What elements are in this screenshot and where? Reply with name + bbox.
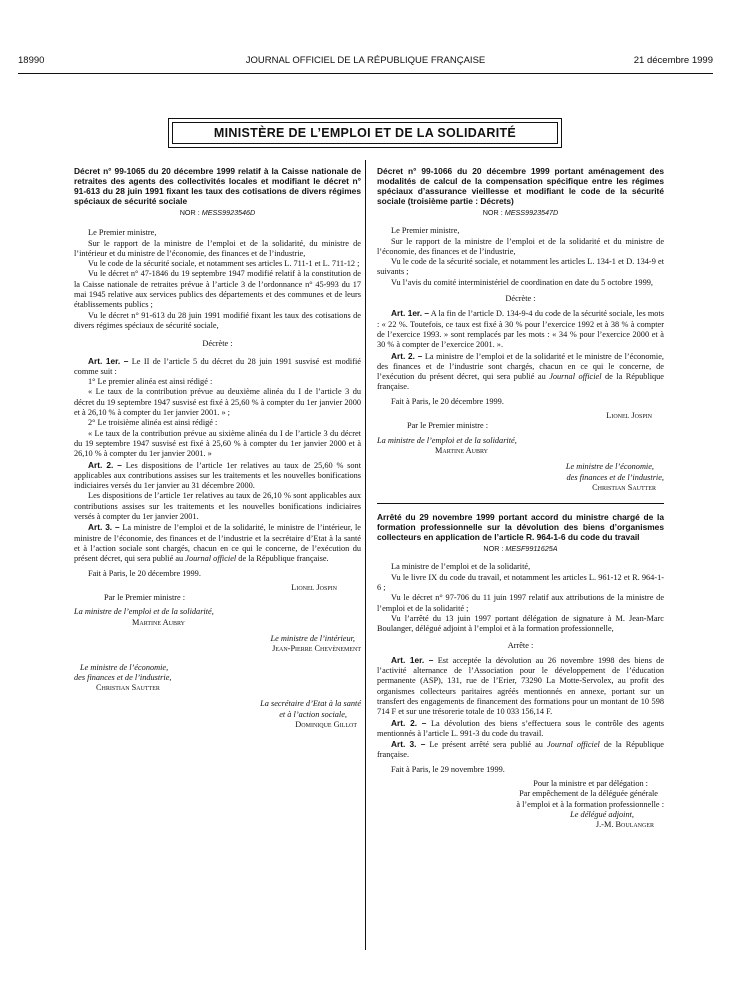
signature-role: Le ministre de l’intérieur, [270, 633, 355, 643]
journal-title: JOURNAL OFFICIEL DE LA RÉPUBLIQUE FRANÇAISE [245, 55, 486, 66]
signature-name: Martine Aubry [435, 445, 488, 455]
signature-name: Lionel Jospin [606, 411, 652, 421]
signature-role: La secrétaire d’Etat à la santé [260, 699, 361, 709]
quote: « Le taux de la contribution prévue au sixième alinéa du I de l’article 3 du décret du 19 septembre 1947 susvisé est fixé à 25,60 % à compter du 1er janvier 2000 et à 26,10 % à compter du 1er janvier 2001. » [74, 428, 361, 459]
paragraph: Sur le rapport de la ministre de l’emploi et de la solidarité, du ministre de l’intérieur et du ministre de l’économie, des finances et de l’industrie, [74, 238, 361, 258]
paragraph: Vu le code de la sécurité sociale, et notamment ses articles L. 711-1 et L. 711-12 ; [88, 259, 360, 269]
paragraph: La ministre de l’emploi et de la solidarité, [391, 562, 531, 572]
signature-role: et à l’action sociale, [279, 709, 347, 719]
paragraph: 1° Le premier alinéa est ainsi rédigé : [88, 377, 213, 387]
article: Art. 1er. – A la fin de l’article D. 134-9-4 du code de la sécurité sociale, les mots : « 22 %. Toutefois, ce taux est fixé à 30 % pour l’exercice 1992 et à 38 % à compter de l’exercice 1993. » sont remplacés par les mots : « 34 % pour l’exercice 2000 et à 30 % à compter de l’exercice 2001. ». [377, 308, 664, 350]
page-number: 18990 [18, 55, 45, 66]
signature-role: des finances et de l’industrie, [566, 472, 664, 482]
signature-intro: Par le Premier ministre : [104, 593, 186, 603]
issue-date: 21 décembre 1999 [633, 55, 713, 66]
paragraph: 2° Le troisième alinéa est ainsi rédigé : [88, 418, 218, 428]
decree-title: Décret n° 99-1066 du 20 décembre 1999 portant aménagement des modalités de calcul de la compensation spécifique entre les régimes spéciaux d’assurance vieillesse et modifiant le code de la sécurité sociale (troisième partie : Décrets) [377, 166, 664, 206]
signing-date: Fait à Paris, le 20 décembre 1999. [88, 568, 201, 578]
signing-date: Fait à Paris, le 20 décembre 1999. [391, 396, 504, 406]
article: Art. 2. – La dévolution des biens s’effectuera sous le contrôle des agents mentionnés à l’article L. 991-3 du code du travail. [377, 717, 664, 738]
decrete-heading: Décrète : [505, 294, 536, 304]
signature-line: Pour la ministre et par délégation : [533, 779, 648, 789]
paragraph: Vu le décret n° 97-706 du 11 juin 1997 relatif aux attributions de la ministre de l’emploi et de la solidarité ; [377, 593, 664, 613]
quote: « Le taux de la contribution prévue au deuxième alinéa du I de l’article 3 du décret du 19 septembre 1947 susvisé est fixé à 25,60 % à compter du 1er janvier 2000 et à 26,10 % à compter du 1er janvier 2001. » ; [74, 387, 361, 418]
signature-role: Le ministre de l’économie, [80, 662, 169, 672]
article: Art. 2. – La ministre de l’emploi et de la solidarité et le ministre de l’économie, des finances et de l’industrie sont chargés, chacun en ce qui le concerne, de l’exécution du présent décret, qui sera publié au Journal officiel de la République française. [377, 350, 664, 392]
signature-name: Lionel Jospin [291, 582, 337, 592]
paragraph: Les dispositions de l’article 1er relatives au taux de 26,10 % sont applicables aux contributions assises sur les traitements et les nouvelles bonifications indiciaires versés à compter du 1er janvier 2001. [74, 491, 361, 522]
column-divider [365, 160, 366, 950]
ministry-title: MINISTÈRE DE L’EMPLOI ET DE LA SOLIDARITÉ [172, 122, 558, 144]
paragraph: Vu le décret n° 91-613 du 28 juin 1991 modifié fixant les taux des cotisations de divers régimes spéciaux de sécurité sociale, [74, 310, 361, 330]
paragraph: Vu le code de la sécurité sociale, et notamment les articles L. 134-1 et D. 134-9 et suivants ; [377, 257, 664, 277]
arrete-title: Arrêté du 29 novembre 1999 portant accord du ministre chargé de la formation professionnelle sur la dévolution des biens d’organismes collecteurs en application de l’article R. 964-1-6 du code du travail [377, 512, 664, 543]
signature-name: Dominique Gillot [295, 720, 357, 730]
signature-line: à l’emploi et à la formation professionnelle : [516, 799, 664, 809]
signature-role: La ministre de l’emploi et de la solidarité, [377, 435, 517, 445]
paragraph: Sur le rapport de la ministre de l’emploi et de la solidarité et du ministre de l’économie, des finances et de l’industrie, [377, 236, 664, 256]
article: Art. 3. – La ministre de l’emploi et de la solidarité, le ministre de l’intérieur, le ministre de l’économie, des finances et de l’industrie et la secrétaire d’Etat à la santé et à l’action sociale sont chargés, chacun en ce qui le concerne, de l’exécution du présent décret, qui sera publié au Journal officiel de la République française. [74, 522, 361, 564]
article: Art. 2. – Les dispositions de l’article 1er relatives au taux de 25,60 % sont applicables aux contributions assises sur les traitements et les nouvelles bonifications indiciaires versés du 1er janvier au 31 décembre 2000. [74, 459, 361, 491]
article: Art. 3. – Le présent arrêté sera publié au Journal officiel de la République française. [377, 739, 664, 760]
signing-date: Fait à Paris, le 29 novembre 1999. [391, 764, 505, 774]
paragraph: Le Premier ministre, [88, 228, 157, 238]
paragraph: Vu l’avis du comité interministériel de coordination en date du 5 octobre 1999, [391, 277, 653, 287]
article: Art. 1er. – Le II de l’article 5 du décret du 28 juin 1991 susvisé est modifié comme suit : [74, 355, 361, 376]
paragraph: Vu l’arrêté du 13 juin 1997 portant délégation de signature à M. Jean-Marc Boulanger, délégué adjoint à l’emploi et à la formation professionnelle, [377, 613, 664, 634]
nor-reference: NOR : MESS9923546D [179, 208, 256, 217]
right-column [377, 166, 664, 831]
signature-name: J.-M. Boulanger [595, 820, 654, 830]
signature-role: des finances et de l’industrie, [74, 672, 172, 682]
decrete-heading: Décrète : [202, 339, 233, 349]
page-header [18, 55, 713, 69]
signature-line: Par empêchement de la déléguée générale [519, 789, 658, 799]
paragraph: Vu le livre IX du code du travail, et notamment les articles L. 961-12 et R. 964-1-6 ; [377, 572, 664, 593]
signature-intro: Par le Premier ministre : [407, 421, 489, 431]
signature-role: La ministre de l’emploi et de la solidarité, [74, 607, 214, 617]
paragraph: Vu le décret n° 47-1846 du 19 septembre 1947 modifié relatif à la constitution de la Caisse nationale de retraites prévue à l’article 3 de l’ordonnance n° 45-993 du 17 mai 1945 relative aux services publics des départements et des communes et de leurs établissements publics ; [74, 269, 361, 310]
nor-reference: NOR : MESS9923547D [482, 208, 559, 217]
arrete-heading: Arrête : [507, 640, 534, 650]
signature-role: Le délégué adjoint, [570, 809, 634, 819]
decree-title: Décret n° 99-1065 du 20 décembre 1999 relatif à la Caisse nationale de retraites des agents des collectivités locales et modifiant le décret n° 91-613 du 28 juin 1991 fixant les taux des cotisations de divers régimes spéciaux de sécurité sociale [74, 166, 361, 206]
article: Art. 1er. – Est acceptée la dévolution au 26 novembre 1998 des biens de l’activité alternance de l’Association pour le développement de l’éducation permanente (ASP), 131, rue de l’Erier, 73290 La Motte-Servolex, au profit des organismes collecteurs paritaires agréés mentionnés en annexe, portant sur un transfert des engagements de financement des formations pour un montant de 10 598 714 F et sur une trésorerie totale de 10 033 156,14 F. [377, 654, 664, 717]
signature-name: Martine Aubry [132, 617, 185, 627]
signature-name: Jean-Pierre Chevènement [272, 644, 361, 654]
section-separator [377, 503, 664, 504]
left-column [74, 166, 361, 730]
signature-name: Christian Sautter [592, 482, 656, 492]
signature-name: Christian Sautter [96, 683, 160, 693]
paragraph: Le Premier ministre, [391, 226, 460, 236]
signature-role: Le ministre de l’économie, [565, 462, 654, 472]
ministry-box [168, 118, 562, 148]
header-rule [18, 73, 713, 74]
nor-reference: NOR : MESF9911625A [483, 544, 558, 554]
